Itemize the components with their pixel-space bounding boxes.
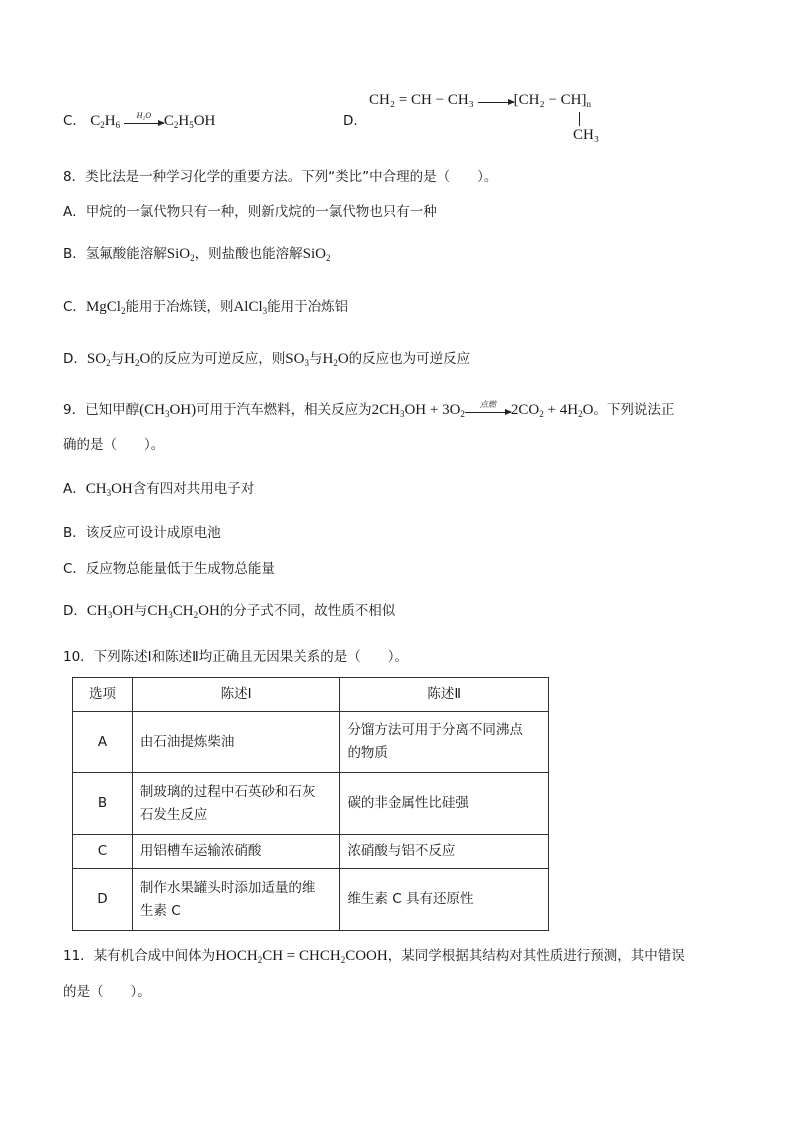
header-statement-2: 陈述Ⅱ <box>340 678 549 712</box>
polymer-branch-bond <box>579 112 580 126</box>
option-label: C． <box>63 113 86 129</box>
table-row: A 由石油提炼柴油 分馏方法可用于分离不同沸点 的物质 <box>73 712 549 773</box>
reactant: CH₂ = CH − CH₃ <box>369 92 474 108</box>
reaction-arrow <box>478 95 514 107</box>
header-option: 选项 <box>73 678 133 712</box>
table-row: D 制作水果罐头时添加适量的维 生素 C 维生素 C 具有还原性 <box>73 869 549 931</box>
q7-option-d-label: D． <box>343 113 367 129</box>
q11-stem: 11．某有机合成中间体为$HOCH_2CH$ = $CHCH_2COOH$，某同学根据其结构对其性质进行预测，其中错误 <box>63 948 685 965</box>
c-formula: $C_2H_6$ H₂O $C_2H_5OH$ <box>90 110 216 130</box>
q11-stem-line2: 的是（ ）。 <box>63 984 151 1000</box>
q9-option-c: C．反应物总能量低于生成物总能量 <box>63 561 275 577</box>
q10-stem: 10．下列陈述Ⅰ和陈述Ⅱ均正确且无因果关系的是（ ）。 <box>63 649 409 665</box>
q7-option-d-formula: CH₂ = CH − CH₃ $[CH_2 - CH]_n$ <box>369 92 591 109</box>
q9-stem: 9．已知甲醇$(CH_3OH)$可用于汽车燃料，相关反应为$2CH_3OH + 3O_2$ 点燃 $2CO_2 + 4H_2O$。下列说法正 <box>63 399 675 419</box>
reaction-arrow: 点燃 <box>465 405 511 417</box>
q8-stem: 8．类比法是一种学习化学的重要方法。下列“类比”中合理的是（ ）。 <box>63 169 498 185</box>
reaction-arrow: H₂O <box>124 116 164 128</box>
q8-option-c: C．MgCl$_2$能用于冶炼镁，则AlCl$_3$能用于冶炼铝 <box>63 299 349 316</box>
q10-table <box>72 677 549 931</box>
table-row: C 用铝槽车运输浓硝酸 浓硝酸与铝不反应 <box>73 835 549 869</box>
q9-option-d: D．$CH_3OH$与$CH_3CH_2OH$的分子式不同，故性质不相似 <box>63 603 396 620</box>
polymer-branch: CH₃ <box>573 127 600 143</box>
q8-option-b: B．氢氟酸能溶解SiO$_2$，则盐酸也能溶解SiO$_2$ <box>63 246 331 263</box>
q8-option-a: A．甲烷的一氯代物只有一种，则新戊烷的一氯代物也只有一种 <box>63 204 437 220</box>
table-row: B 制玻璃的过程中石英砂和石灰 石发生反应 碳的非金属性比硅强 <box>73 773 549 835</box>
q9-option-b: B．该反应可设计成原电池 <box>63 525 221 541</box>
combustion-equation: $2CH_3OH + 3O_2$ 点燃 $2CO_2 + 4H_2O$ <box>371 399 594 419</box>
q8-option-d: D．$SO_2$与$H_2O$的反应为可逆反应，则$SO_3$与$H_2O$的反应也为可逆反应 <box>63 351 471 368</box>
header-statement-1: 陈述Ⅰ <box>132 678 340 712</box>
q9-option-a: A．$CH_3OH$含有四对共用电子对 <box>63 481 255 498</box>
table-header-row <box>73 678 549 712</box>
q7-option-c <box>63 109 215 130</box>
q9-stem-line2: 确的是（ ）。 <box>63 437 165 453</box>
polymer: [CH₂ − CH] <box>513 92 587 108</box>
